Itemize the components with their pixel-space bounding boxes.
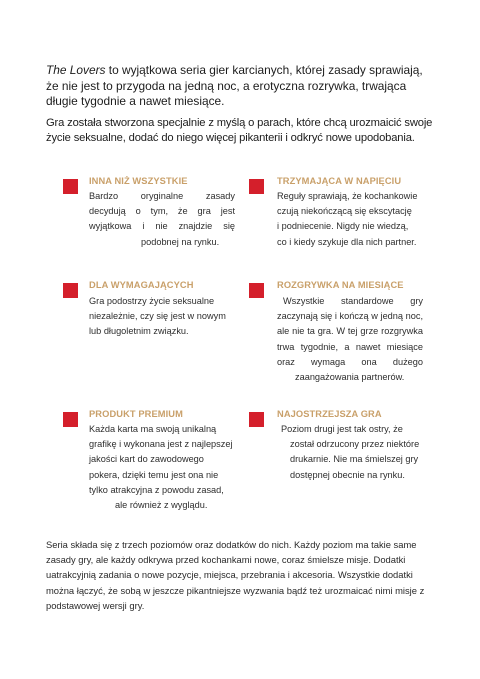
feature-6-marker (249, 412, 264, 427)
feature-3-line: lub długoletnim związku. (89, 326, 189, 337)
feature-1-line: wyjątkowa i nie znajdzie się (89, 221, 235, 232)
intro-section (46, 63, 438, 147)
feature-6-line: został odrzucony przez niektóre (290, 439, 420, 450)
feature-1-line: podobnej na rynku. (141, 236, 220, 247)
feature-1-title: INNA NIŻ WSZYSTKIE (89, 176, 188, 186)
feature-2-body (277, 189, 425, 250)
feature-1-body (89, 189, 235, 250)
feature-3-line: niezależnie, czy się jest w nowym (89, 311, 226, 322)
outro-paragraph: Seria składa się z trzech poziomów oraz dodatków do nich. Każdy poziom ma takie same zasady gry, ale każdy odkrywa przed kochankami nowe, coraz śmielsze misje. Dodatki uatrakcyjnią zadania o nowe pozycje, miejsca, przebrania i akcesoria. Wszystkie dodatki można łączyć, że sobą w jeszcze pikantniejsze wyzwania bądź też urozmaicać nimi misje z podstawowej wersji gry. (46, 539, 425, 611)
feature-5-line: grafikę i wykonana jest z najlepszej (89, 439, 233, 450)
feature-4-line: zaangażowania partnerów. (295, 372, 405, 383)
feature-3-body (89, 294, 235, 340)
feature-2-line: i podniecenie. Nigdy nie wiedzą, (277, 221, 409, 232)
feature-1-line: decydują o tym, że gra jest (89, 206, 235, 217)
feature-2-marker (249, 179, 264, 194)
feature-3-line: Gra podostrzy życie seksualne (89, 296, 215, 306)
feature-6-line: Poziom drugi jest tak ostry, że (281, 424, 403, 434)
feature-6-line: drukarnie. Nie ma śmielszej gry (290, 454, 419, 465)
feature-5-line: ale również z wyglądu. (115, 500, 208, 511)
intro-paragraph-1-text: to wyjątkowa seria gier karcianych, której zasady sprawiają, że nie jest to przygoda na jedną noc, a erotyczna rozrywka, trwająca długie tygodnie a nawet miesiące. (46, 63, 423, 108)
feature-4-line: zaczynają się i kończą w jedną noc, (277, 311, 423, 322)
feature-4-body (277, 294, 423, 385)
intro-paragraph-2: Gra została stworzona specjalnie z myślą o parach, które chcą urozmaicić swoje życie seksualne, dodać do niego więcej pikanterii i odkryć nowe upodobania. (46, 116, 433, 144)
feature-5-line: tylko atrakcyjna z powodu zasad, (89, 484, 224, 495)
intro-paragraph-1 (46, 63, 438, 110)
feature-5-body (89, 422, 237, 513)
feature-5-marker (63, 412, 78, 427)
feature-4-line: oraz wymaga ona dużego (277, 356, 423, 367)
feature-2-line: czują niekończącą się ekscytację (277, 206, 412, 217)
feature-3-title: DLA WYMAGAJĄCYCH (89, 280, 194, 290)
feature-6-title: NAJOSTRZEJSZA GRA (277, 409, 382, 419)
feature-6-body (277, 422, 425, 483)
feature-4-title: ROZGRYWKA NA MIESIĄCE (277, 280, 404, 290)
feature-4-line: trwa tygodnie, a nawet miesiące (277, 341, 423, 352)
feature-1-marker (63, 179, 78, 194)
feature-5-title: PRODUKT PREMIUM (89, 409, 183, 419)
feature-5-line: jakości kart do zawodowego (89, 454, 204, 465)
feature-4-marker (249, 283, 264, 298)
feature-4-line: Wszystkie standardowe gry (283, 296, 423, 306)
feature-1-line: Bardzo oryginalne zasady (89, 191, 235, 201)
feature-6-line: dostępnej obecnie na rynku. (290, 469, 405, 480)
feature-2-line: co i kiedy szykuje dla nich partner. (277, 236, 417, 247)
feature-5-line: pokera, dzięki temu jest ona nie (89, 469, 219, 480)
feature-2-title: TRZYMAJĄCA W NAPIĘCIU (277, 176, 402, 186)
feature-2-line: Reguły sprawiają, że kochankowie (277, 191, 418, 201)
feature-5-line: Każda karta ma swoją unikalną (89, 424, 217, 434)
feature-4-line: ale nie ta gra. W tej grze rozgrywka (277, 326, 423, 337)
feature-3-marker (63, 283, 78, 298)
brand-name: The Lovers (46, 63, 106, 77)
